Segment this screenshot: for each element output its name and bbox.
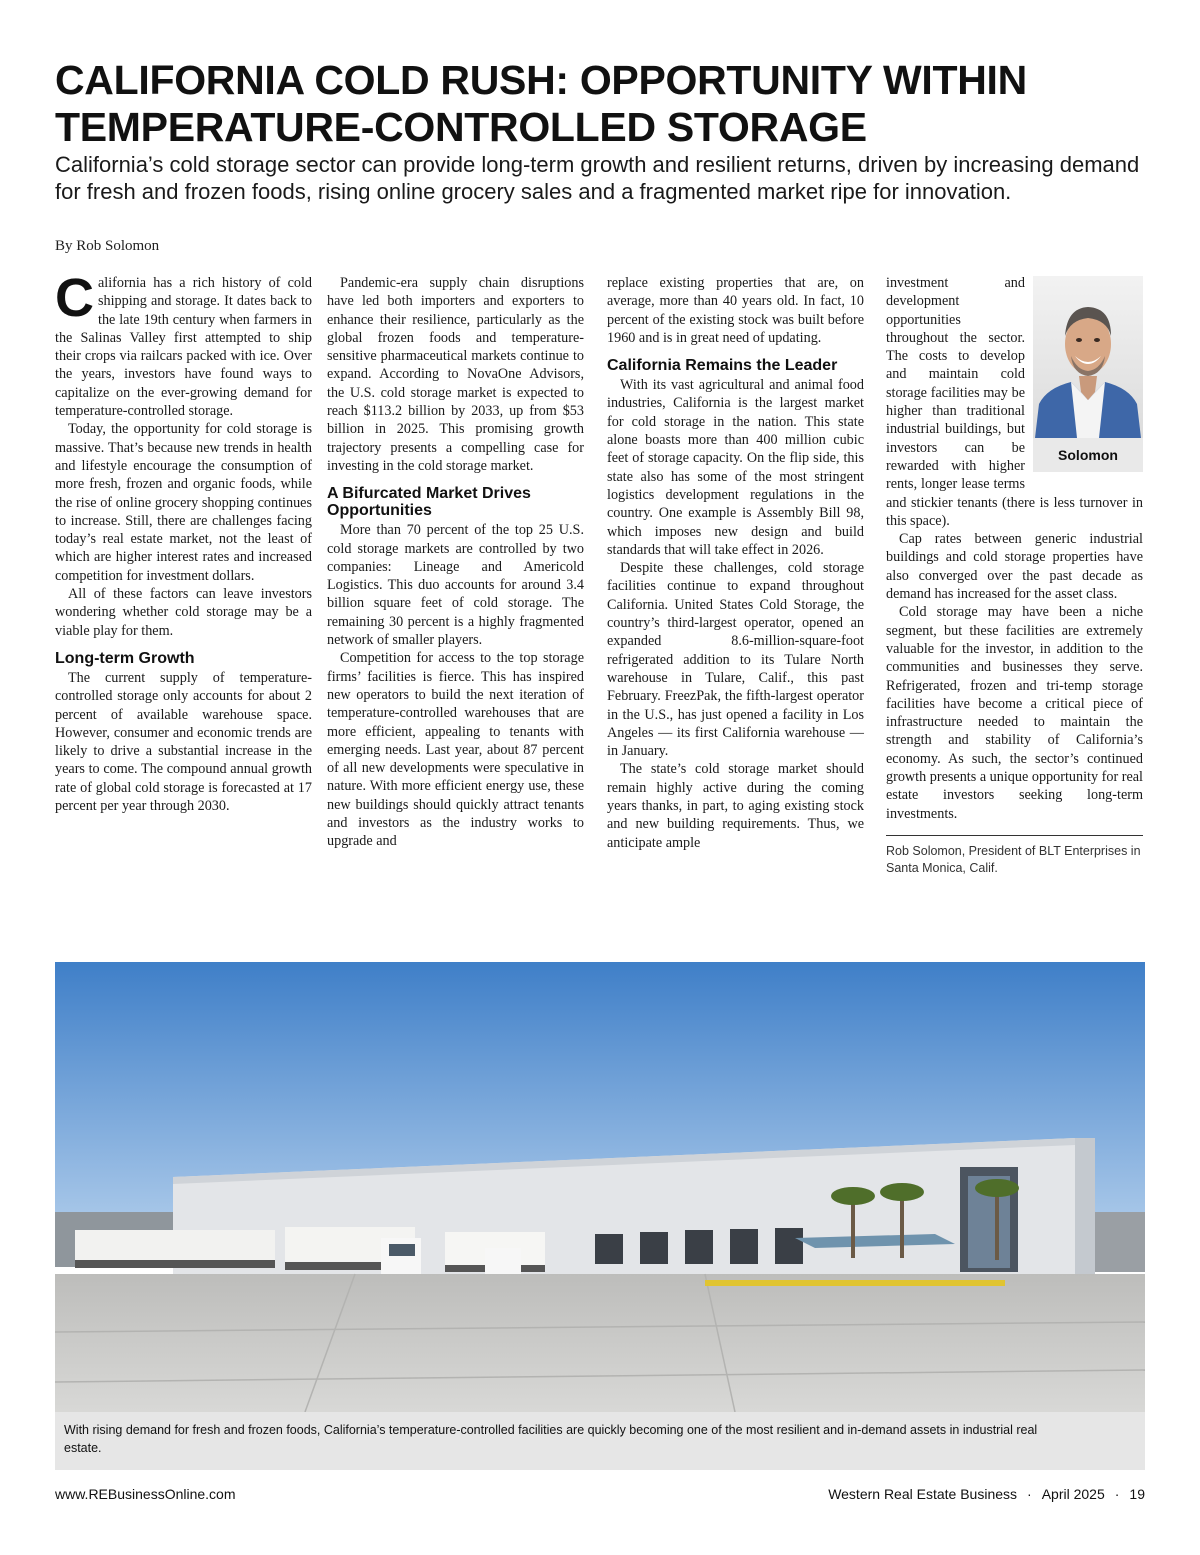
article-column-2 [327, 274, 584, 851]
footer-publication-info [828, 1486, 1145, 1502]
footer-separator: · [1027, 1486, 1032, 1502]
paragraph: Despite these challenges, cold storage facilities continue to expand throughout California. United States Cold Storage, the country’s third-largest operator, opened an expanded 8.6-million-square-foot refrigerated addition to its Tulare North warehouse in Tulare, Calif., this past February. FreezPak, the fifth-largest operator in the U.S., has just opened a facility in Los Angeles — its first California warehouse — in January. [607, 560, 864, 760]
article-column-3 [607, 274, 864, 852]
paragraph: The state’s cold storage market should remain highly active during the coming years thanks, in part, to aging existing stock and new building requirements. Thus, we anticipate ample [607, 761, 864, 851]
photo-caption-box [55, 1412, 1145, 1470]
paragraph: Competition for access to the top storage firms’ facilities is fierce. This has inspired new operators to build the next iteration of temperature-controlled warehouses that are more efficient, appealing to tenants with emerging needs. Last year, about 87 percent of all new developments were speculative in nature. With more efficient energy use, these new buildings should quickly attract tenants and investors as the industry works to upgrade and [327, 650, 584, 850]
publication-name: Western Real Estate Business [828, 1486, 1018, 1502]
author-bio: Rob Solomon, President of BLT Enterprises in Santa Monica, Calif. [886, 835, 1143, 877]
article-column-4 [886, 274, 1143, 877]
paragraph: Cold storage may have been a niche segment, but these facilities are extremely valuable for the investor, in addition to the communities and businesses they serve. Refrigerated, frozen and tri-temp storage facilities have become a critical piece of infrastructure needed to maintain the strength and stability of California’s economy. As such, the sector’s continued growth presents a unique opportunity for real estate investors seeking long-term investments. [886, 604, 1143, 822]
paragraph: With its vast agricultural and animal food industries, California is the largest market for cold storage in the nation. This state alone boasts more than 400 million cubic feet of storage capacity. On the flip side, this state also has some of the most stringent logistics development regulations in the country. One example is Assembly Bill 98, which imposes new design and build standards that will take effect in 2026. [607, 377, 864, 558]
paragraph: Pandemic-era supply chain disruptions have led both importers and exporters to enhance their resilience, particularly as the global frozen foods and temperature-sensitive pharmaceutical markets continue to expand. According to NovaOne Advisors, the U.S. cold storage market is expected to reach $113.2 billion by 2033, up from $53 billion in 2025. This promising growth trajectory presents a compelling case for investing in the cold storage market. [327, 275, 584, 474]
paragraph: Today, the opportunity for cold storage is massive. That’s because new trends in health and lifestyle encourage the consumption of more fresh, frozen and organic foods, while the rise of online grocery shopping continues to increase. Still, there are challenges facing today’s real estate market, not the least of which are higher interest rates and increased competition for investment dollars. [55, 421, 312, 584]
paragraph: Cap rates between generic industrial buildings and cold storage properties have also converged over the past decade as demand has increased for the asset class. [886, 531, 1143, 603]
paragraph: California has a rich history of cold shipping and storage. It dates back to the late 19th century when farmers in the Salinas Valley first attempted to ship their crops via railcars packed with ice. Over the years, investors have found ways to capitalize on the ever-growing demand for temperature-controlled storage. [55, 268, 312, 420]
section-heading: Long-term Growth [55, 649, 195, 667]
section-heading: A Bifurcated Market Drives Opportunities [327, 485, 531, 520]
section-heading: California Remains the Leader [607, 357, 838, 375]
byline: By Rob Solomon [55, 238, 160, 254]
page-number: 19 [1129, 1486, 1145, 1502]
headline: CALIFORNIA COLD RUSH: OPPORTUNITY WITHIN TEMPERATURE-CONTROLLED STORAGE [55, 57, 1027, 150]
paragraph: replace existing properties that are, on average, more than 40 years old. In fact, 10 percent of the existing stock was built before 1960 and is in great need of updating. [607, 275, 864, 346]
portrait-caption: Solomon [1033, 438, 1143, 472]
paragraph: All of these factors can leave investors wondering whether cold storage may be a viable play for them. [55, 586, 312, 639]
photo-caption: With rising demand for fresh and frozen foods, California’s temperature-controlled facilities are quickly becoming one of the most resilient and in-demand assets in industrial real estate. [64, 1423, 1038, 1455]
issue-date: April 2025 [1041, 1486, 1105, 1502]
paragraph: The current supply of temperature-controlled storage only accounts for about 2 percent of available warehouse space. However, consumer and economic trends are likely to drive a substantial increase in the years to come. The compound annual growth rate of global cold storage is forecasted at 17 percent per year through 2030. [55, 669, 312, 815]
paragraph: investment and development opportunities throughout the sector. The costs to develop and maintain cold storage facilities may be higher than traditional industrial buildings, but investors can be rewarded with higher rents, longer lease terms and stickier tenants (there is less turnover in this space). [886, 275, 1143, 529]
warehouse-photo [55, 962, 1145, 1412]
deck-subtitle: California’s cold storage sector can provide long-term growth and resilient returns, driven by increasing demand for fresh and frozen foods, rising online grocery sales and a fragmented market ripe for innovation. [55, 152, 1140, 204]
footer-separator: · [1114, 1486, 1120, 1502]
parking-lot [55, 1274, 1145, 1412]
article-column-1 [55, 268, 312, 815]
paragraph: More than 70 percent of the top 25 U.S. cold storage markets are controlled by two companies: Lineage and Americold Logistics. This duo accounts for around 3.4 billion square feet of cold storage. The remaining 30 percent is a highly fragmented network of smaller players. [327, 522, 584, 649]
trailers [75, 1227, 545, 1272]
drop-cap: C [55, 268, 94, 328]
author-portrait [1033, 276, 1143, 472]
footer-url: www.REBusinessOnline.com [55, 1486, 236, 1502]
